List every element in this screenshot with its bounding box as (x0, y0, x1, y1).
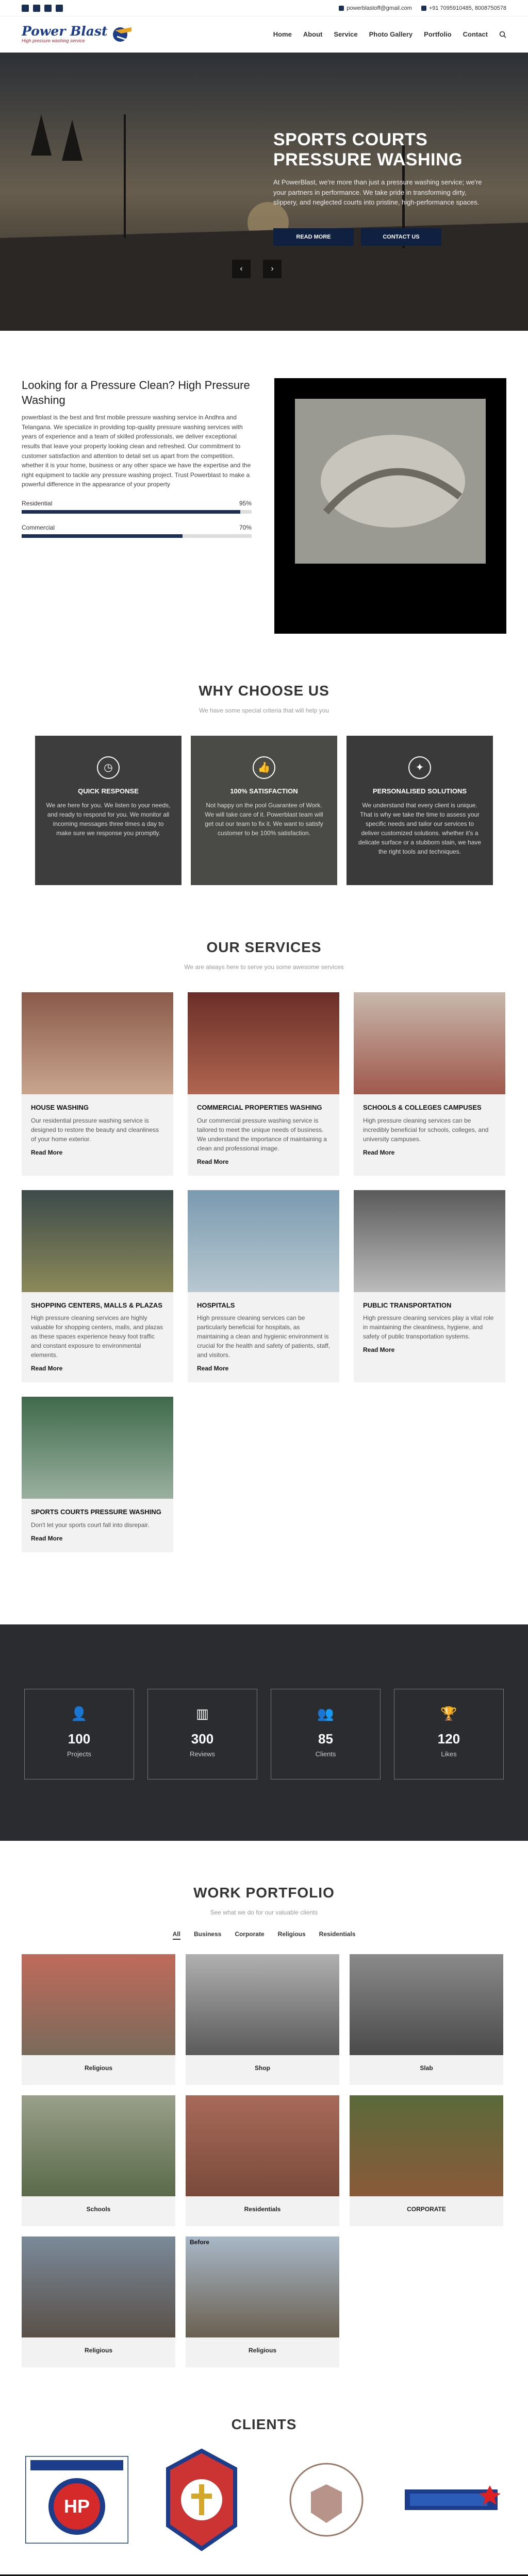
portfolio-image (186, 1954, 339, 2055)
progress-fill (22, 510, 240, 514)
officers-club-emblem-image (283, 2456, 370, 2544)
counter-number: 120 (437, 1731, 460, 1747)
portfolio-label: Religious (248, 2346, 276, 2354)
social-links (22, 5, 63, 12)
service-image (354, 992, 505, 1094)
service-text: High pressure cleaning services can be incredibly beneficial for schools, colleges, and university campuses. (363, 1116, 489, 1143)
service-text: Don't let your sports court fall into disrepair. (31, 1521, 150, 1529)
church-seal-image (163, 2448, 240, 2551)
service-text: Our commercial pressure washing service is tailored to meet the unique needs of business. We understand the importance of maintaining a clean and professional image. (197, 1116, 327, 1152)
service-title: SCHOOLS & COLLEGES CAMPUSES (363, 1104, 482, 1111)
logo-tagline: High pressure washing service (22, 38, 85, 43)
portfolio-label: CORPORATE (407, 2205, 446, 2213)
hero-description: At PowerBlast, we're more than just a pressure washing service; we're your partners in performance. We take pride in transforming dirty, slippery, and neglected courts into pristine, high-performance spaces. (273, 178, 482, 207)
hero-read-more-button[interactable]: READ MORE (273, 228, 354, 246)
service-card (22, 1190, 173, 1383)
video-thumbnail (274, 378, 506, 634)
person-icon: 👤 (71, 1705, 88, 1721)
why-card (35, 736, 182, 885)
counter-label: Reviews (189, 1750, 216, 1758)
service-card (354, 1190, 505, 1383)
client-logo-hp (22, 2456, 132, 2544)
portfolio-item[interactable] (22, 2236, 175, 2367)
bar-value-residential: 95% (239, 499, 252, 507)
clients-section (0, 2388, 528, 2574)
service-image (354, 1190, 505, 1292)
logo-title: Power Blast (22, 23, 108, 39)
trophy-icon: 🏆 (440, 1705, 457, 1721)
users-icon: 👥 (317, 1705, 334, 1721)
portfolio-label: Schools (86, 2205, 111, 2213)
service-image (22, 992, 173, 1094)
portfolio-filters (22, 1929, 506, 1940)
top-phone[interactable]: +91 7095910485, 8008750578 (421, 4, 506, 13)
service-read-more-link[interactable]: Read More (31, 1148, 63, 1156)
portfolio-label: Residentials (244, 2205, 281, 2213)
service-card (188, 1190, 339, 1383)
filter-residentials[interactable]: Residentials (319, 1930, 356, 1938)
portfolio-image (22, 2095, 175, 2196)
portfolio-item[interactable] (22, 1954, 175, 2085)
hero-content (273, 130, 490, 246)
site-header (0, 16, 528, 53)
filter-corporate[interactable]: Corporate (235, 1930, 265, 1938)
about-text: powerblast is the best and first mobile pressure washing service in Andhra and Telangana. We specialize in providing top-quality pressure washing services with years of experience and a team of skilled professionals, we deliver exceptional results that leave your property looking clean and refreshed. Our commitment to customer satisfaction and attention to detail set us apart from the competition. whether it is your home, business or any other space we have the expertise and the right equipment to tackle any pressure washing project. Trust Powerblast to make a powerful difference in the appearance of your property (22, 414, 251, 488)
top-bar (0, 0, 528, 16)
search-icon[interactable] (499, 31, 506, 38)
nav-contact[interactable]: Contact (463, 30, 488, 39)
client-logo-officers-club (271, 2456, 382, 2544)
bar-chart-icon: ▥ (196, 1705, 209, 1721)
services-title: OUR SERVICES (206, 939, 322, 955)
portfolio-item[interactable] (186, 2095, 339, 2226)
service-title: HOUSE WASHING (31, 1104, 89, 1111)
counter-label: Likes (441, 1750, 457, 1758)
service-card (354, 992, 505, 1176)
service-image (22, 1397, 173, 1499)
why-card (346, 736, 493, 885)
top-email[interactable]: powerblastoff@gmail.com (339, 4, 412, 13)
client-logo-essar (396, 2456, 506, 2544)
why-card-text: We are here for you. We listen to your needs, and ready to respond for you. We monitor all incoming messages three times a day to make sure we response you promptly. (46, 801, 171, 837)
clock-icon: ◷ (97, 756, 120, 779)
portfolio-image (186, 2236, 339, 2337)
about-video[interactable] (274, 378, 506, 634)
service-image (188, 992, 339, 1094)
counter-number: 300 (191, 1731, 214, 1747)
service-read-more-link[interactable]: Read More (363, 1346, 395, 1353)
services-section (0, 916, 528, 1573)
portfolio-label: Shop (255, 2064, 270, 2072)
top-contacts (339, 4, 506, 13)
service-title: PUBLIC TRANSPORTATION (363, 1301, 452, 1309)
service-text: High pressure cleaning services can be particularly beneficial for hospitals, as maintaining a clean and hygienic environment is crucial for the health and safety of patients, staff, and visitors. (197, 1314, 330, 1359)
about-section (0, 331, 528, 659)
service-title: HOSPITALS (197, 1301, 235, 1309)
service-card (22, 1397, 173, 1552)
portfolio-image (22, 1954, 175, 2055)
service-read-more-link[interactable]: Read More (197, 1365, 229, 1372)
portfolio-image (186, 2095, 339, 2196)
counter-reviews (147, 1689, 257, 1780)
hero-slider (0, 53, 528, 331)
progress-bar-residential (22, 510, 252, 514)
service-read-more-link[interactable]: Read More (363, 1148, 395, 1156)
portfolio-image (350, 2095, 503, 2196)
nav-portfolio[interactable]: Portfolio (424, 30, 452, 39)
logo[interactable] (22, 25, 134, 45)
why-card-title: 100% SATISFACTION (230, 787, 298, 795)
client-logo-church (146, 2456, 257, 2544)
thumbs-up-icon: 👍 (253, 756, 275, 779)
filter-all[interactable]: All (173, 1929, 180, 1940)
service-title: SHOPPING CENTERS, MALLS & PLAZAS (31, 1301, 162, 1309)
counter-clients (271, 1689, 381, 1780)
twitter-icon[interactable] (56, 5, 63, 12)
counter-number: 100 (68, 1731, 91, 1747)
nav-photo-gallery[interactable]: Photo Gallery (369, 30, 413, 39)
portfolio-section (0, 1841, 528, 2388)
counter-label: Clients (315, 1750, 336, 1758)
bar-label-commercial: Commercial (22, 523, 55, 531)
instagram-icon[interactable] (33, 5, 40, 12)
hero-title: SPORTS COURTS PRESSURE WASHING (273, 130, 463, 170)
services-subtitle: We are always here to serve you some awesome services (184, 963, 344, 971)
filter-business[interactable]: Business (193, 1930, 222, 1938)
portfolio-label: Religious (84, 2346, 112, 2354)
portfolio-image (350, 1954, 503, 2055)
portfolio-item[interactable] (186, 1954, 339, 2085)
counter-projects (24, 1689, 134, 1780)
bar-label-residential: Residential (22, 499, 53, 507)
slider-next-arrow[interactable]: › (263, 260, 282, 278)
about-title: Looking for a Pressure Clean? High Pressure Washing (22, 379, 250, 406)
before-label: Before (190, 2238, 210, 2246)
service-read-more-link[interactable]: Read More (31, 1534, 63, 1542)
why-card-title: QUICK RESPONSE (78, 787, 139, 795)
nav-home[interactable]: Home (273, 30, 292, 39)
service-read-more-link[interactable]: Read More (197, 1158, 229, 1165)
portfolio-image (22, 2236, 175, 2337)
bar-value-commercial: 70% (239, 523, 252, 531)
slider-prev-arrow[interactable]: ‹ (232, 260, 251, 278)
portfolio-item[interactable] (350, 2095, 503, 2226)
mail-icon (339, 6, 344, 11)
progress-bar-commercial (22, 534, 252, 538)
portfolio-subtitle: See what we do for our valuable clients (210, 1908, 318, 1916)
why-card-text: We understand that every client is unique. That is why we take the time to assess your specific needs and tailor our services to deliver customized solutions. whether it's a delicate surface or a stubborn stain, we have the right tools and techniques. (358, 801, 482, 855)
portfolio-title: WORK PORTFOLIO (193, 1884, 335, 1901)
youtube-icon[interactable] (44, 5, 52, 12)
progress-fill (22, 534, 183, 538)
service-text: High pressure cleaning services are highly valuable for shopping centers, malls, and plazas as these spaces experience heavy foot traffic and constant exposure to environmental elements. (31, 1314, 163, 1359)
why-card (191, 736, 337, 885)
lightbulb-icon: ✦ (408, 756, 431, 779)
spray-gun-icon (111, 25, 134, 44)
portfolio-item[interactable] (22, 2095, 175, 2226)
service-image (188, 1190, 339, 1292)
essar-wordmark-image (400, 2479, 503, 2520)
service-read-more-link[interactable]: Read More (31, 1365, 63, 1372)
portfolio-label: Slab (420, 2064, 433, 2072)
portfolio-label: Religious (84, 2064, 112, 2072)
portfolio-item[interactable] (186, 2236, 339, 2367)
facebook-icon[interactable] (22, 5, 29, 12)
why-card-text: Not happy on the pool Guarantee of Work. We will take care of it. Powerblast team will get out our team to fix it. We want to satisfy customer to be 100% satisfaction. (205, 801, 323, 837)
counter-likes (394, 1689, 504, 1780)
counter-label: Projects (67, 1750, 91, 1758)
counter-number: 85 (318, 1731, 333, 1747)
portfolio-item[interactable] (350, 1954, 503, 2085)
clients-title: CLIENTS (231, 2416, 297, 2432)
service-title: SPORTS COURTS PRESSURE WASHING (31, 1508, 161, 1516)
service-text: Our residential pressure washing service is designed to restore the beauty and cleanliness of your home exterior. (31, 1116, 159, 1143)
service-text: High pressure cleaning services play a vital role in maintaining the cleanliness, hygiene, and safety of public transportation systems. (363, 1314, 494, 1340)
why-subtitle: We have some special criteria that will help you (199, 707, 329, 714)
nav-service[interactable]: Service (334, 30, 358, 39)
why-title: WHY CHOOSE US (199, 683, 329, 699)
why-choose-us-section (0, 659, 528, 916)
nav-about[interactable]: About (303, 30, 323, 39)
hp-logo-image (25, 2456, 128, 2544)
service-card (22, 992, 173, 1176)
call-to-action-bar (0, 2574, 528, 2576)
main-nav (273, 29, 506, 40)
service-image (22, 1190, 173, 1292)
filter-religious[interactable]: Religious (277, 1930, 306, 1938)
service-title: COMMERCIAL PROPERTIES WASHING (197, 1104, 322, 1111)
phone-icon (421, 6, 426, 11)
service-card (188, 992, 339, 1176)
svg-text:HP: HP (63, 2495, 90, 2517)
why-card-title: PERSONALISED SOLUTIONS (372, 787, 467, 795)
hero-contact-button[interactable]: CONTACT US (361, 228, 441, 246)
counter-section (0, 1624, 528, 1841)
